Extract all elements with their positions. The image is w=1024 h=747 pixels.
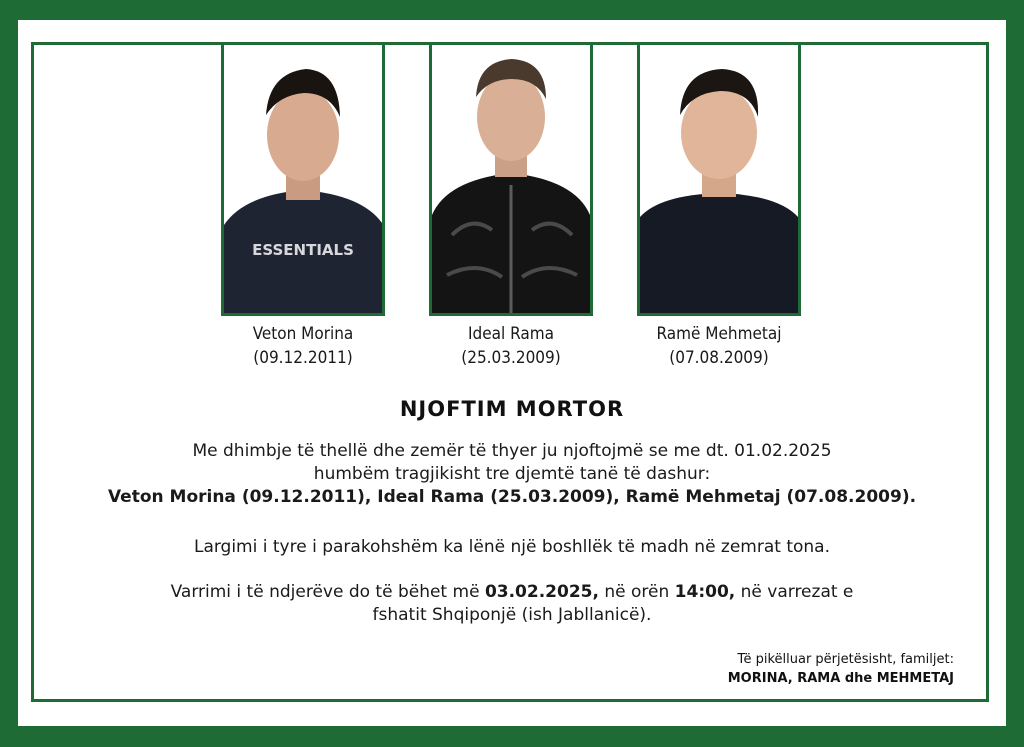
portrait-image xyxy=(224,45,382,313)
person-name: Veton Morina xyxy=(252,324,354,344)
person-birthdate: (07.08.2009) xyxy=(669,348,769,368)
person-birthdate: (25.03.2009) xyxy=(461,348,561,368)
notice-title: NJOFTIM MORTOR xyxy=(399,397,625,421)
obituary-card xyxy=(18,20,1006,726)
families-names: MORINA, RAMA dhe MEHMETAJ xyxy=(727,671,954,686)
portrait-rame-mehmetaj xyxy=(637,42,801,316)
portrait-image xyxy=(432,45,590,313)
funeral-text: Varrimi i të ndjerëve do të bëhet më xyxy=(170,582,485,602)
portrait-image xyxy=(640,45,798,313)
intro-line: Me dhimbje të thellë dhe zemër të thyer ju njoftojmë se me dt. 01.02.2025 xyxy=(192,441,832,461)
funeral-paragraph xyxy=(18,581,1006,627)
signature-line: Të pikëlluar përjetësisht, familjet: xyxy=(737,652,954,667)
person-caption xyxy=(411,322,611,370)
portrait-veton-morina xyxy=(221,42,385,316)
shirt-text: ESSENTIALS xyxy=(252,241,354,259)
person-caption xyxy=(203,322,403,370)
funeral-date: 03.02.2025, xyxy=(484,582,599,602)
person-name: Ramë Mehmetaj xyxy=(656,324,782,344)
intro-paragraph xyxy=(18,440,1006,509)
funeral-time: 14:00, xyxy=(674,582,736,602)
person-caption xyxy=(619,322,819,370)
names-line: Veton Morina (09.12.2011), Ideal Rama (25.03.2009), Ramë Mehmetaj (07.08.2009). xyxy=(107,487,917,507)
loss-paragraph: Largimi i tyre i parakohshëm ka lënë një boshllëk të madh në zemrat tona. xyxy=(193,537,831,557)
funeral-line xyxy=(18,581,1006,604)
portrait-ideal-rama xyxy=(429,42,593,316)
person-birthdate: (09.12.2011) xyxy=(253,348,353,368)
signature-block xyxy=(728,650,954,688)
funeral-text: në varrezat e xyxy=(735,582,854,602)
person-name: Ideal Rama xyxy=(467,324,554,344)
funeral-text: në orën xyxy=(598,582,675,602)
funeral-location: fshatit Shqiponjë (ish Jabllanicë). xyxy=(372,605,652,625)
intro-line: humbëm tragjikisht tre djemtë tanë të dashur: xyxy=(313,464,711,484)
